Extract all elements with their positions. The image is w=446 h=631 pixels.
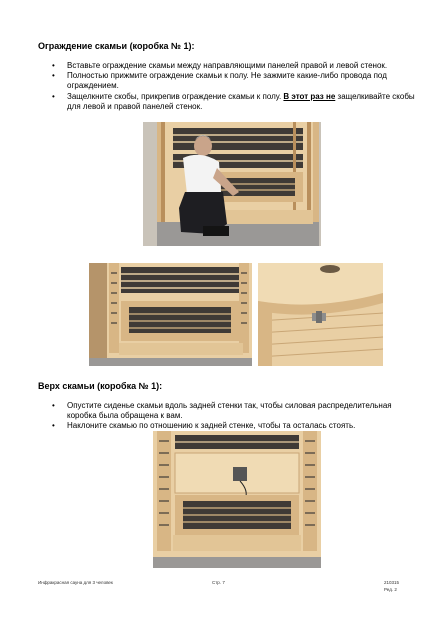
emphasis-text: В этот раз не (283, 91, 336, 101)
list-item (52, 71, 422, 91)
section-heading-bench-top: Верх скамьи (коробка № 1): (38, 381, 163, 391)
list-item (52, 92, 422, 112)
footer-page-number: Стр. 7 (212, 580, 225, 585)
list-item-text-after: защелкивайте скобы для левой и правой панелей стенок. (67, 91, 415, 111)
list-item-text: Наклоните скамью по отношению к задней стенке, чтобы та осталась стоять. (67, 421, 356, 431)
bullet-list-bench-guard (52, 61, 422, 112)
list-item (52, 61, 422, 71)
footer-doc-code: 210315 (384, 580, 400, 585)
photo-installing-bench-guard (143, 122, 321, 246)
footer-revision: Ред. 2 (384, 587, 397, 592)
bullet-icon: • (52, 71, 55, 81)
bullet-icon: • (52, 421, 55, 431)
section-heading-bench-guard: Ограждение скамьи (коробка № 1): (38, 41, 195, 51)
bullet-icon: • (52, 61, 55, 70)
photo-corner-bracket-closeup (258, 263, 383, 366)
footer-product-name: Инфракрасная сауна для 3 человек (38, 580, 113, 585)
list-item-text: Вставьте ограждение скамьи между направляющими панелей правой и левой стенок. (67, 61, 388, 70)
list-item (52, 401, 422, 421)
bullet-icon: • (52, 401, 55, 410)
list-item-text: Опустите сиденье скамьи вдоль задней стенки так, чтобы силовая распределительная коробка была обращена к вам. (67, 401, 392, 421)
bullet-icon: • (52, 91, 55, 101)
list-item-text: Полностью прижмите ограждение скамьи к полу. Не зажмите какие-либо провода под ограждением. (67, 71, 387, 91)
photo-bench-top-leaning (153, 431, 321, 568)
list-item-text: Защелкните скобы, прикрепив ограждение скамьи к полу. (67, 91, 284, 101)
photo-bench-guard-installed (89, 263, 252, 366)
bullet-list-bench-top (52, 401, 422, 432)
